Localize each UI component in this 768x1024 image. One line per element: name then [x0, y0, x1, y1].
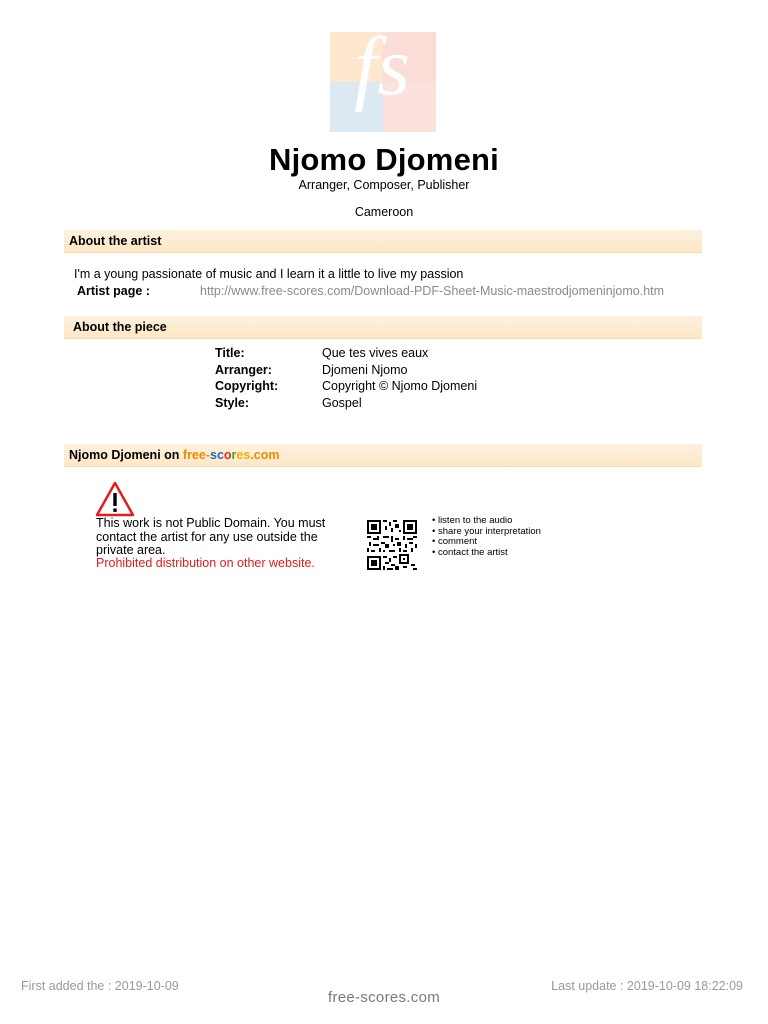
about-piece-heading: About the piece: [64, 316, 702, 339]
piece-style-value: Gospel: [322, 396, 362, 410]
piece-arranger-value: Djomeni Njomo: [322, 363, 408, 377]
about-artist-heading: About the artist: [64, 230, 702, 253]
feature-comment: • comment: [432, 536, 478, 547]
on-site-heading-prefix: Njomo Djomeni on: [69, 448, 180, 462]
brand-part-r: r: [231, 448, 237, 462]
footer-brand: free-scores.com: [327, 989, 441, 1006]
not-public-domain-notice: This work is not Public Domain. You must contact the artist for any use outside the private area.: [96, 516, 326, 557]
piece-copyright-value: Copyright © Njomo Djomeni: [322, 379, 478, 393]
piece-title-value: Que tes vives eaux: [322, 346, 429, 360]
prohibited-distribution-warning: Prohibited distribution on other website.: [96, 556, 315, 570]
logo-letters: fs: [353, 32, 411, 113]
features-list: [432, 516, 541, 558]
qr-code-icon[interactable]: [367, 520, 417, 570]
brand-part-o: o: [223, 448, 232, 462]
brand-part-sc: sc: [210, 448, 224, 462]
brand-part-com: .com: [250, 448, 280, 462]
piece-copyright-label: Copyright:: [215, 379, 279, 393]
last-update-date: Last update : 2019-10-09 18:22:09: [551, 979, 743, 993]
first-added-date: First added the : 2019-10-09: [21, 979, 179, 993]
piece-style-label: Style:: [215, 396, 250, 410]
brand-part-es: es: [236, 448, 251, 462]
artist-name: Njomo Djomeni: [269, 142, 499, 177]
on-site-brand-link[interactable]: [183, 448, 280, 462]
piece-arranger-label: Arranger:: [215, 363, 272, 377]
feature-contact: • contact the artist: [432, 546, 508, 558]
brand-part-free: free-: [182, 448, 210, 462]
artist-roles: Arranger, Composer, Publisher: [298, 178, 470, 192]
free-scores-logo: [330, 32, 436, 132]
artist-country: Cameroon: [354, 205, 414, 219]
warning-triangle-icon: [95, 481, 135, 517]
feature-listen: • listen to the audio: [432, 515, 513, 526]
artist-page-link[interactable]: http://www.free-scores.com/Download-PDF-Sheet-Music-maestrodjomeninjomo.htm: [200, 284, 665, 298]
feature-share: • share your interpretation: [432, 525, 541, 537]
artist-page-label: Artist page :: [77, 284, 150, 298]
piece-title-label: Title:: [215, 346, 245, 360]
artist-bio: I'm a young passionate of music and I learn it a little to live my passion: [74, 267, 464, 281]
on-site-heading: [64, 444, 702, 467]
